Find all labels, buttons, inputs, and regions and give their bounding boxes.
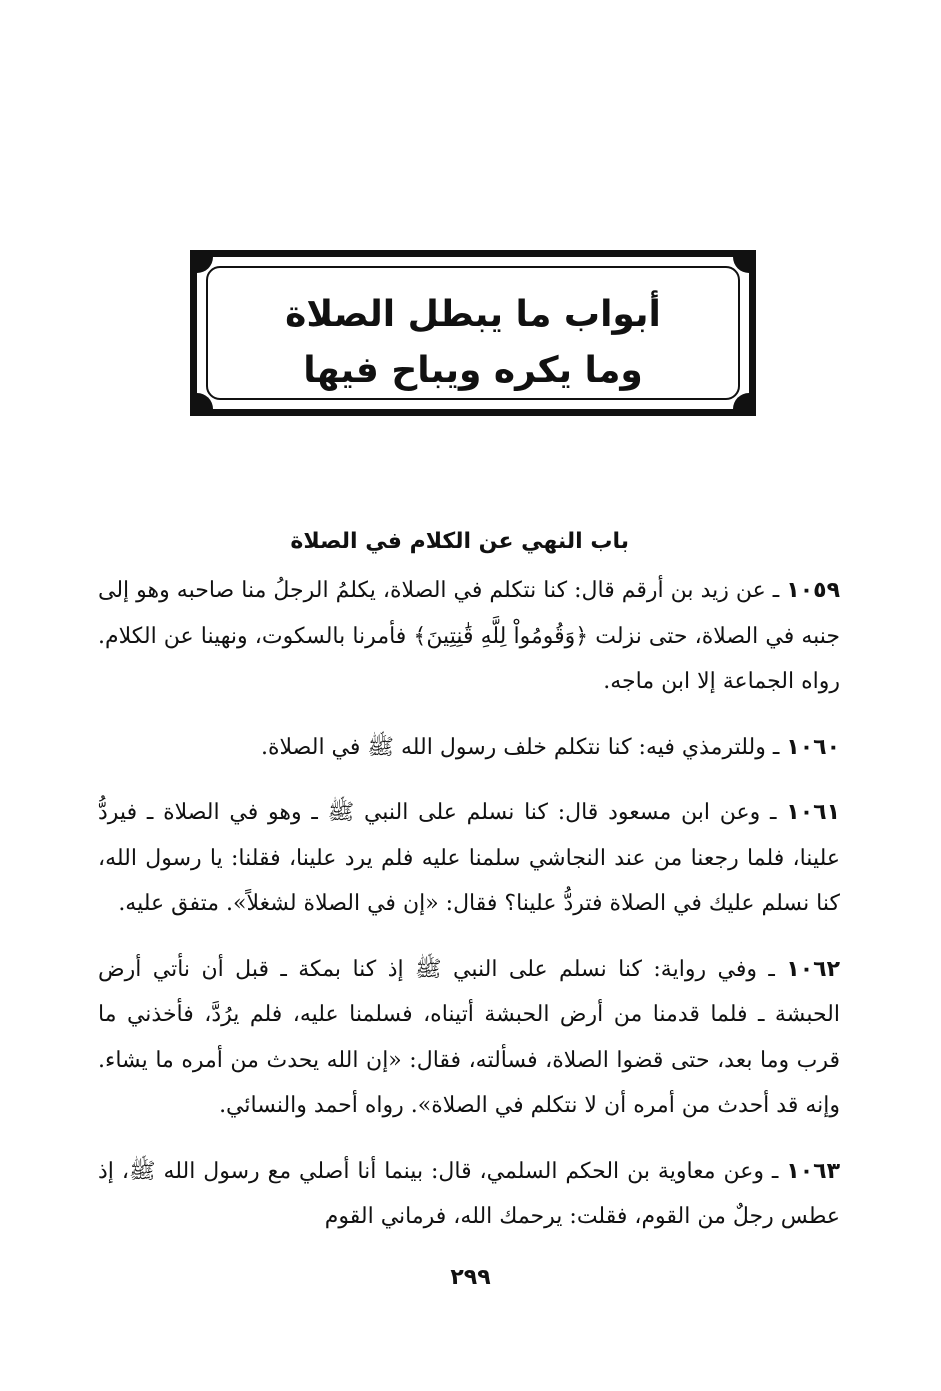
hadith-number: ١٠٦٢	[786, 956, 840, 982]
hadith-paragraph	[98, 1149, 840, 1240]
hadith-paragraph	[98, 790, 840, 927]
hadith-text: ـ وفي رواية: كنا نسلم على النبي ﷺ إذ كنا بمكة ـ قبل أن نأتي أرض الحبشة ـ فلما قدمنا من أرض الحبشة أتيناه، فسلمنا عليه، فلم يرُدَّ، فأخذني ما قرب وما بعد، حتى قضوا الصلاة، فسألته، فقال: «إن الله يحدث من أمره ما يشاء. وإنه قد أحدث من أمره أن لا نتكلم في الصلاة». رواه أحمد والنسائي.	[98, 956, 840, 1118]
chapter-title-line-1: أبواب ما يبطل الصلاة	[285, 294, 661, 335]
chapter-title-line-2: وما يكره ويباح فيها	[303, 350, 643, 391]
hadith-paragraph	[98, 947, 840, 1129]
hadith-number: ١٠٥٩	[786, 578, 840, 603]
hadith-paragraph	[98, 568, 840, 705]
chapter-title-frame	[190, 250, 756, 416]
section-heading: باب النهي عن الكلام في الصلاة	[290, 529, 629, 554]
hadith-paragraph	[98, 725, 840, 771]
hadith-number: ١٠٦٣	[786, 1158, 840, 1184]
chapter-title	[217, 287, 729, 399]
hadith-number: ١٠٦٠	[786, 734, 840, 760]
hadith-number: ١٠٦١	[786, 800, 840, 825]
hadith-text: ـ وعن معاوية بن الحكم السلمي، قال: بينما أنا أصلي مع رسول الله ﷺ، إذ عطس رجلٌ من القوم، فقلت: يرحمك الله، فرماني القوم	[98, 1158, 840, 1229]
hadith-text: ـ عن زيد بن أرقم قال: كنا نتكلم في الصلاة، يكلمُ الرجلُ منا صاحبه وهو إلى جنبه في الصلاة، حتى نزلت ﴿وَقُومُواْ لِلَّهِ قَٰنِتِينَ﴾ فأمرنا بالسكوت، ونهينا عن الكلام. رواه الجماعة إلا ابن ماجه.	[98, 578, 840, 694]
page-number: ٢٩٩	[450, 1265, 491, 1290]
hadith-text: ـ وعن ابن مسعود قال: كنا نسلم على النبي ﷺ ـ وهو في الصلاة ـ فيردُّ علينا، فلما رجعنا من عند النجاشي سلمنا عليه فلم يرد علينا، فقلنا: يا رسول الله، كنا نسلم عليك في الصلاة فتردُّ علينا؟ فقال: «إن في الصلاة لشغلاً». متفق عليه.	[98, 800, 840, 916]
hadith-text: ـ وللترمذي فيه: كنا نتكلم خلف رسول الله ﷺ في الصلاة.	[261, 734, 780, 760]
body-text	[98, 568, 840, 1260]
